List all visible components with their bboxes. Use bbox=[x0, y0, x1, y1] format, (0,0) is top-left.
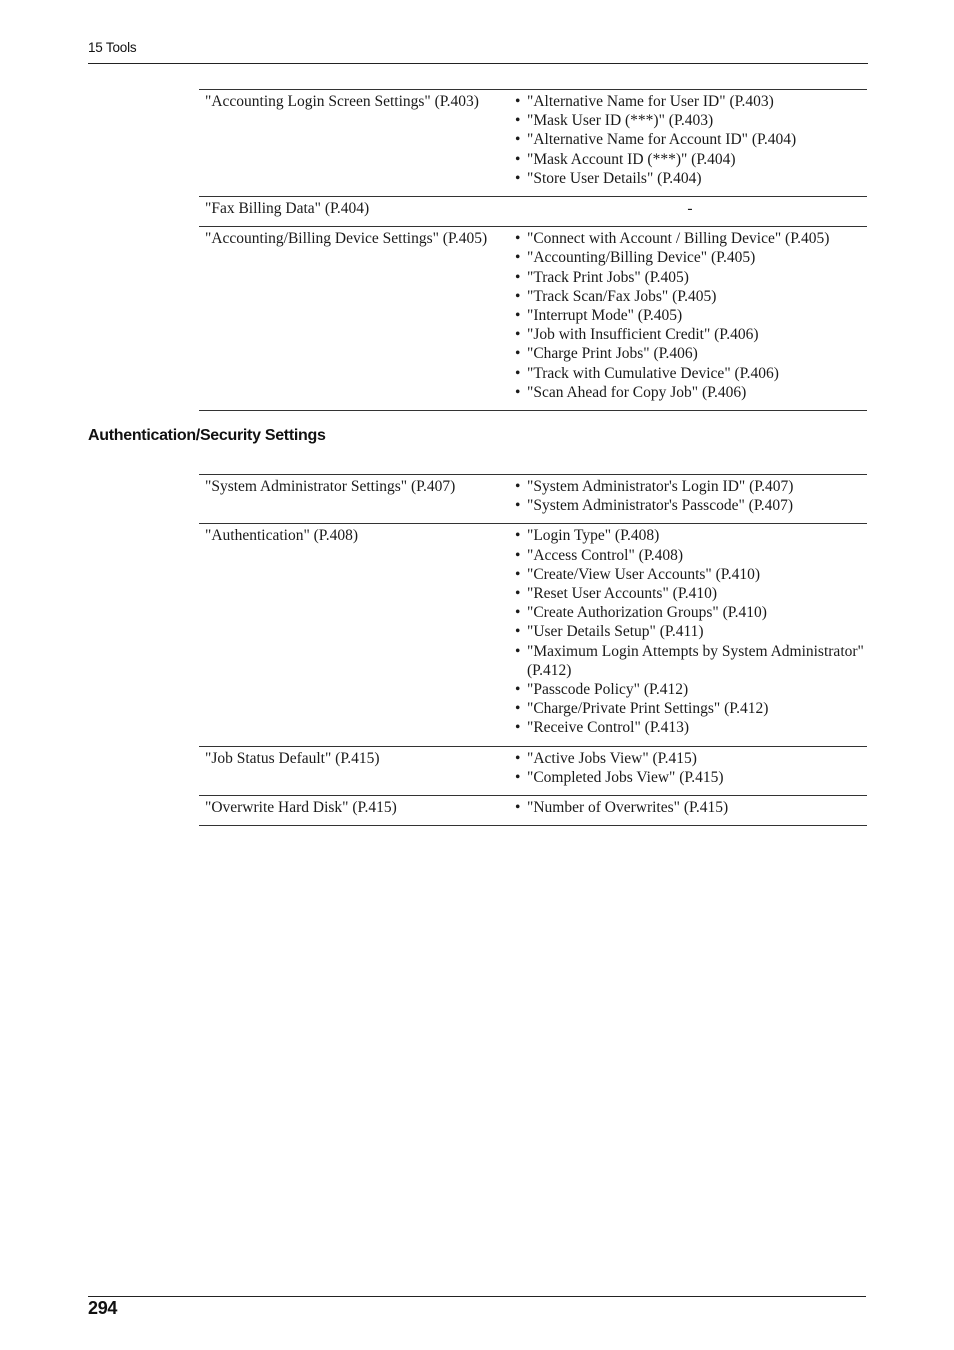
table-row bbox=[199, 796, 867, 826]
setting-name: "Overwrite Hard Disk" (P.415) bbox=[199, 796, 513, 826]
empty-dash: - bbox=[513, 197, 867, 227]
list-item: • "Mask User ID (***)" (P.403) bbox=[513, 111, 867, 130]
accounting-settings-table bbox=[199, 89, 867, 411]
list-item: • "Reset User Accounts" (P.410) bbox=[513, 584, 867, 603]
table-row bbox=[199, 746, 867, 795]
setting-name: "Accounting/Billing Device Settings" (P.405) bbox=[199, 227, 513, 411]
table-row bbox=[199, 475, 867, 524]
setting-name: "Fax Billing Data" (P.404) bbox=[199, 197, 513, 227]
list-item: • "Charge/Private Print Settings" (P.412) bbox=[513, 699, 867, 718]
setting-items bbox=[513, 475, 867, 524]
table-row bbox=[199, 524, 867, 746]
item-list bbox=[513, 92, 867, 188]
item-list bbox=[513, 798, 867, 817]
setting-items bbox=[513, 796, 867, 826]
list-item: • "Accounting/Billing Device" (P.405) bbox=[513, 248, 867, 267]
list-item: • "Create Authorization Groups" (P.410) bbox=[513, 603, 867, 622]
list-item: • "Scan Ahead for Copy Job" (P.406) bbox=[513, 383, 867, 402]
table-row bbox=[199, 227, 867, 411]
list-item: • "Number of Overwrites" (P.415) bbox=[513, 798, 867, 817]
list-item: • "System Administrator's Passcode" (P.407) bbox=[513, 496, 867, 515]
setting-name: "Authentication" (P.408) bbox=[199, 524, 513, 746]
list-item: • "Track with Cumulative Device" (P.406) bbox=[513, 364, 867, 383]
setting-name: "Job Status Default" (P.415) bbox=[199, 746, 513, 795]
setting-name: "System Administrator Settings" (P.407) bbox=[199, 475, 513, 524]
section-heading: Authentication/Security Settings bbox=[88, 427, 326, 444]
list-item: • "Connect with Account / Billing Device" (P.405) bbox=[513, 229, 867, 248]
setting-items bbox=[513, 90, 867, 197]
list-item: • "Maximum Login Attempts by System Administrator" (P.412) bbox=[513, 642, 867, 680]
setting-items bbox=[513, 524, 867, 746]
list-item: • "Passcode Policy" (P.412) bbox=[513, 680, 867, 699]
list-item: • "Track Print Jobs" (P.405) bbox=[513, 268, 867, 287]
setting-items bbox=[513, 227, 867, 411]
authentication-security-table bbox=[199, 474, 867, 826]
list-item: • "Alternative Name for User ID" (P.403) bbox=[513, 92, 867, 111]
list-item: • "Create/View User Accounts" (P.410) bbox=[513, 565, 867, 584]
page-footer bbox=[88, 1296, 866, 1318]
setting-items bbox=[513, 746, 867, 795]
list-item: • "Alternative Name for Account ID" (P.404) bbox=[513, 130, 867, 149]
list-item: • "Mask Account ID (***)" (P.404) bbox=[513, 150, 867, 169]
chapter-title: 15 Tools bbox=[88, 40, 137, 55]
setting-name: "Accounting Login Screen Settings" (P.403) bbox=[199, 90, 513, 197]
list-item: • "Charge Print Jobs" (P.406) bbox=[513, 344, 867, 363]
item-list bbox=[513, 229, 867, 402]
list-item: • "Receive Control" (P.413) bbox=[513, 718, 867, 737]
list-item: • "Job with Insufficient Credit" (P.406) bbox=[513, 325, 867, 344]
list-item: • "Interrupt Mode" (P.405) bbox=[513, 306, 867, 325]
list-item: • "User Details Setup" (P.411) bbox=[513, 622, 867, 641]
item-list bbox=[513, 526, 867, 737]
list-item: • "Store User Details" (P.404) bbox=[513, 169, 867, 188]
item-list bbox=[513, 749, 867, 787]
page-number: 294 bbox=[88, 1298, 118, 1318]
table-row bbox=[199, 90, 867, 197]
list-item: • "Access Control" (P.408) bbox=[513, 546, 867, 565]
list-item: • "Login Type" (P.408) bbox=[513, 526, 867, 545]
list-item: • "Active Jobs View" (P.415) bbox=[513, 749, 867, 768]
item-list bbox=[513, 477, 867, 515]
page-header bbox=[88, 39, 868, 64]
table-row bbox=[199, 197, 867, 227]
list-item: • "Completed Jobs View" (P.415) bbox=[513, 768, 867, 787]
list-item: • "System Administrator's Login ID" (P.407) bbox=[513, 477, 867, 496]
list-item: • "Track Scan/Fax Jobs" (P.405) bbox=[513, 287, 867, 306]
